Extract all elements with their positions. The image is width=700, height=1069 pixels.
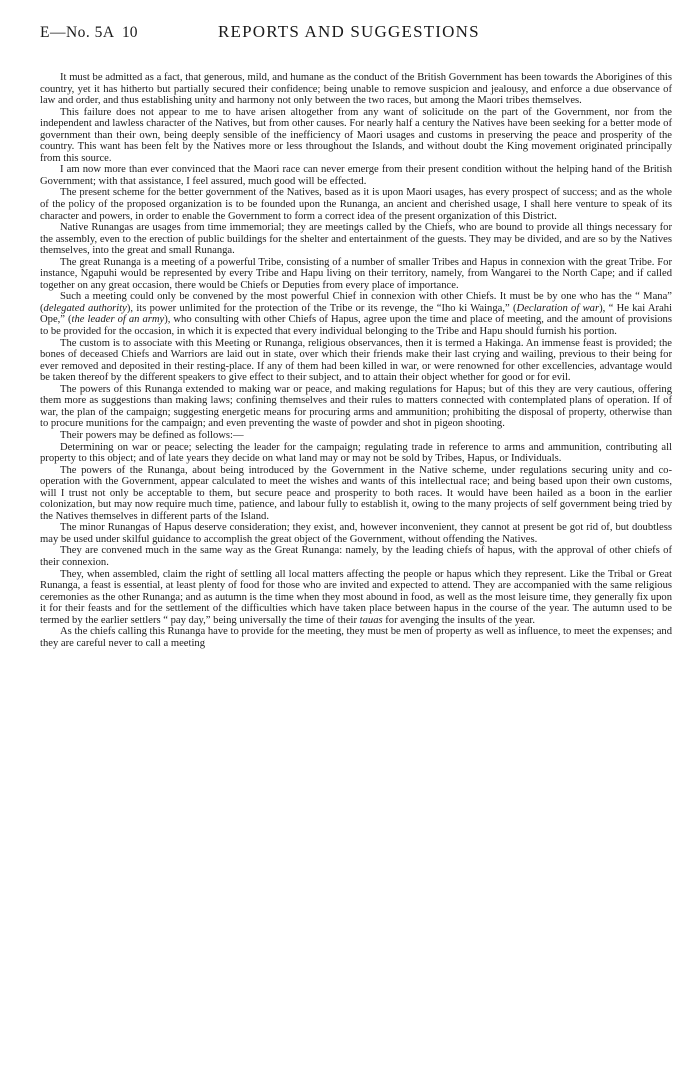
text-run: for avenging the insults of the year. bbox=[382, 614, 536, 626]
paragraph bbox=[40, 187, 672, 222]
text-run: The present scheme for the better government of the Natives, based as it is upon Maori usages, has every prospect of success; and as the whole of the policy of the proposed organization is to be founded upon the Runanga, an ancient and cherished usage, I shall here venture to speak of its character and powers, in order to enable the Government to form a correct idea of the present organization of this District. bbox=[40, 187, 672, 222]
paragraph bbox=[40, 522, 672, 545]
paragraph bbox=[40, 384, 672, 430]
paragraph bbox=[40, 164, 672, 187]
text-run: They, when assembled, claim the right of settling all local matters affecting the people or hapus which they represent. Like the Tribal or Great Runanga, a feast is essential, at least plenty of food for those who are invited and expected to attend. They are accompanied with the same religious ceremonies as the other Runanga; and as autumn is the time when they most abound in food, as well as the most leisure time, they generally fix upon it for their feasts and for the settlement of the difficulties which have taken place between hapus in the course of the year. The autumn used to be termed by the earlier settlers “ pay day,” being universally the time of their bbox=[40, 568, 672, 626]
paragraph bbox=[40, 107, 672, 165]
text-run: The powers of this Runanga extended to making war or peace, and making regulations for Hapus; but of this they are very cautious, offering them more as suggestions than making laws; confining themselves and their rules to matters connected with contemplated plans of operation. If of war, the plan of the campaign; suggesting energetic means for procuring arms and ammunition; prohibiting the disposal of property, otherwise than to procure munitions for the campaign; and even preventing the waste of powder and shot in pigeon shooting. bbox=[40, 383, 672, 430]
text-run: The custom is to associate with this Meeting or Runanga, religious observances, then it is termed a Hakinga. An immense feast is provided; the bones of deceased Chiefs and Warriors are laid out in state, over which their friends make their last crying and wailing, previous to their being for ever removed and deposited in their resting-place. If any of them had been killed in war, or were renowned for other excellencies, advantage would be taken thereof by the different speakers to give effect to their subject, and to attain their object whether for good or for evil. bbox=[40, 337, 672, 384]
page-header bbox=[40, 22, 672, 56]
paragraph bbox=[40, 569, 672, 627]
paragraph bbox=[40, 465, 672, 523]
text-run: I am now more than ever convinced that the Maori race can never emerge from their present condition without the helping hand of the British Government; with that assistance, I feel assured, much good will be effected. bbox=[40, 164, 672, 187]
text-run: This failure does not appear to me to have arisen altogether from any want of solicitude on the part of the Government, nor from the independent and lawless character of the Natives, but from other causes. For nearly half a century the Natives have been seeking for a better mode of government than their own, being deeply sensible of the inefficiency of Maori usages and customs in preserving the peace and prosperity of the country. This want has been felt by the Natives more or less throughout the Islands, and without doubt the King movement originated principally from this source. bbox=[40, 106, 672, 164]
page-number: 10 bbox=[122, 24, 138, 41]
text-run: ), who consulting with other Chiefs of Hapus, agree upon the time and place of meeting, and the amount of provisions to be provided for the occasion, in which it is expected that every individual belonging to the Tribe and Hapu should furnish his portion. bbox=[40, 314, 672, 338]
document-code: E—No. 5A bbox=[40, 24, 115, 41]
text-run: Such a meeting could only be convened by the most powerful Chief in connexion with other Chiefs. It must be by one who has the “ Mana” ( bbox=[40, 291, 672, 314]
body-text bbox=[40, 72, 672, 649]
text-run: As the chiefs calling this Runanga have to provide for the meeting, they must be men of property as well as influence, to meet the expenses; and they are careful never to call a meeting bbox=[40, 626, 672, 649]
italic-phrase: delegated authority bbox=[43, 302, 127, 314]
text-run: Determining on war or peace; selecting the leader for the campaign; regulating trade in reference to arms and ammunition, contributing all property to this object; and of late years they decide on what land may or may not be sold by Tribes, Hapus, or Individuals. bbox=[40, 441, 672, 465]
text-run: The minor Runangas of Hapus deserve consideration; they exist, and, however inconvenient, they cannot at present be got rid of, but doubtless may be used under skilful guidance to accomplish the great object of the Government, without offending the Natives. bbox=[40, 522, 672, 545]
text-run: They are convened much in the same way as the Great Runanga: namely, by the leading chiefs of hapus, with the approval of other chiefs of their connexion. bbox=[40, 545, 672, 568]
paragraph bbox=[40, 626, 672, 649]
text-run: Native Runangas are usages from time immemorial; they are meetings called by the Chiefs, who are bound to provide all things necessary for the assembly, even to the erection of public buildings for the shelter and entertainment of the guests. They may be divided, and are so by the Natives themselves, into the great and small Runanga. bbox=[40, 222, 672, 257]
italic-phrase: tauas bbox=[359, 614, 383, 626]
paragraph bbox=[40, 442, 672, 465]
paragraph bbox=[40, 338, 672, 384]
paragraph bbox=[40, 222, 672, 257]
paragraph bbox=[40, 257, 672, 292]
paragraph bbox=[40, 72, 672, 107]
italic-phrase: the leader of an army bbox=[71, 314, 165, 326]
running-title: REPORTS AND SUGGESTIONS bbox=[218, 22, 480, 41]
paragraph bbox=[40, 291, 672, 337]
text-run: Their powers may be defined as follows:— bbox=[60, 429, 244, 441]
paragraph bbox=[40, 430, 672, 442]
text-run: ), “ He kai Arahi Ope,” ( bbox=[40, 302, 673, 326]
text-run: The powers of the Runanga, about being introduced by the Government in the Native scheme, under regulations securing unity and co-operation with the Government, appear calculated to meet the wishes and wants of this intellectual race; and being based upon their own customs, will I trust not only be acceptable to them, but secure peace and prosperity to both races. It would have been hailed as a boon in the earlier colonization, but may now require much time, patience, and labour fully to establish it, owing to the many projects of self government being tried by the Natives themselves in different parts of the Island. bbox=[40, 464, 672, 522]
text-run: The great Runanga is a meeting of a powerful Tribe, consisting of a number of smaller Tribes and Hapus in connexion with the great Tribe. For instance, Ngapuhi would be represented by every Tribe and Hapu living on their territory, namely, from Wangarei to the North Cape; and if called together on any great occasion, there would be Chiefs or Deputies from every place of importance. bbox=[40, 256, 672, 291]
paragraph bbox=[40, 545, 672, 568]
text-run: ), its power unlimited for the protection of the Tribe or its revenge, the “Iho ki Wainga,” ( bbox=[126, 302, 517, 314]
text-run: It must be admitted as a fact, that generous, mild, and humane as the conduct of the British Government has been towards the Aborigines of this country, yet it has hitherto but partially secured their confidence; being unable to remove suspicion and jealousy, and enforce a due observance of law and order, and thus establishing unity and harmony not only between the two races, but among the Maori tribes themselves. bbox=[40, 72, 672, 107]
italic-phrase: Declaration of war bbox=[516, 302, 600, 314]
